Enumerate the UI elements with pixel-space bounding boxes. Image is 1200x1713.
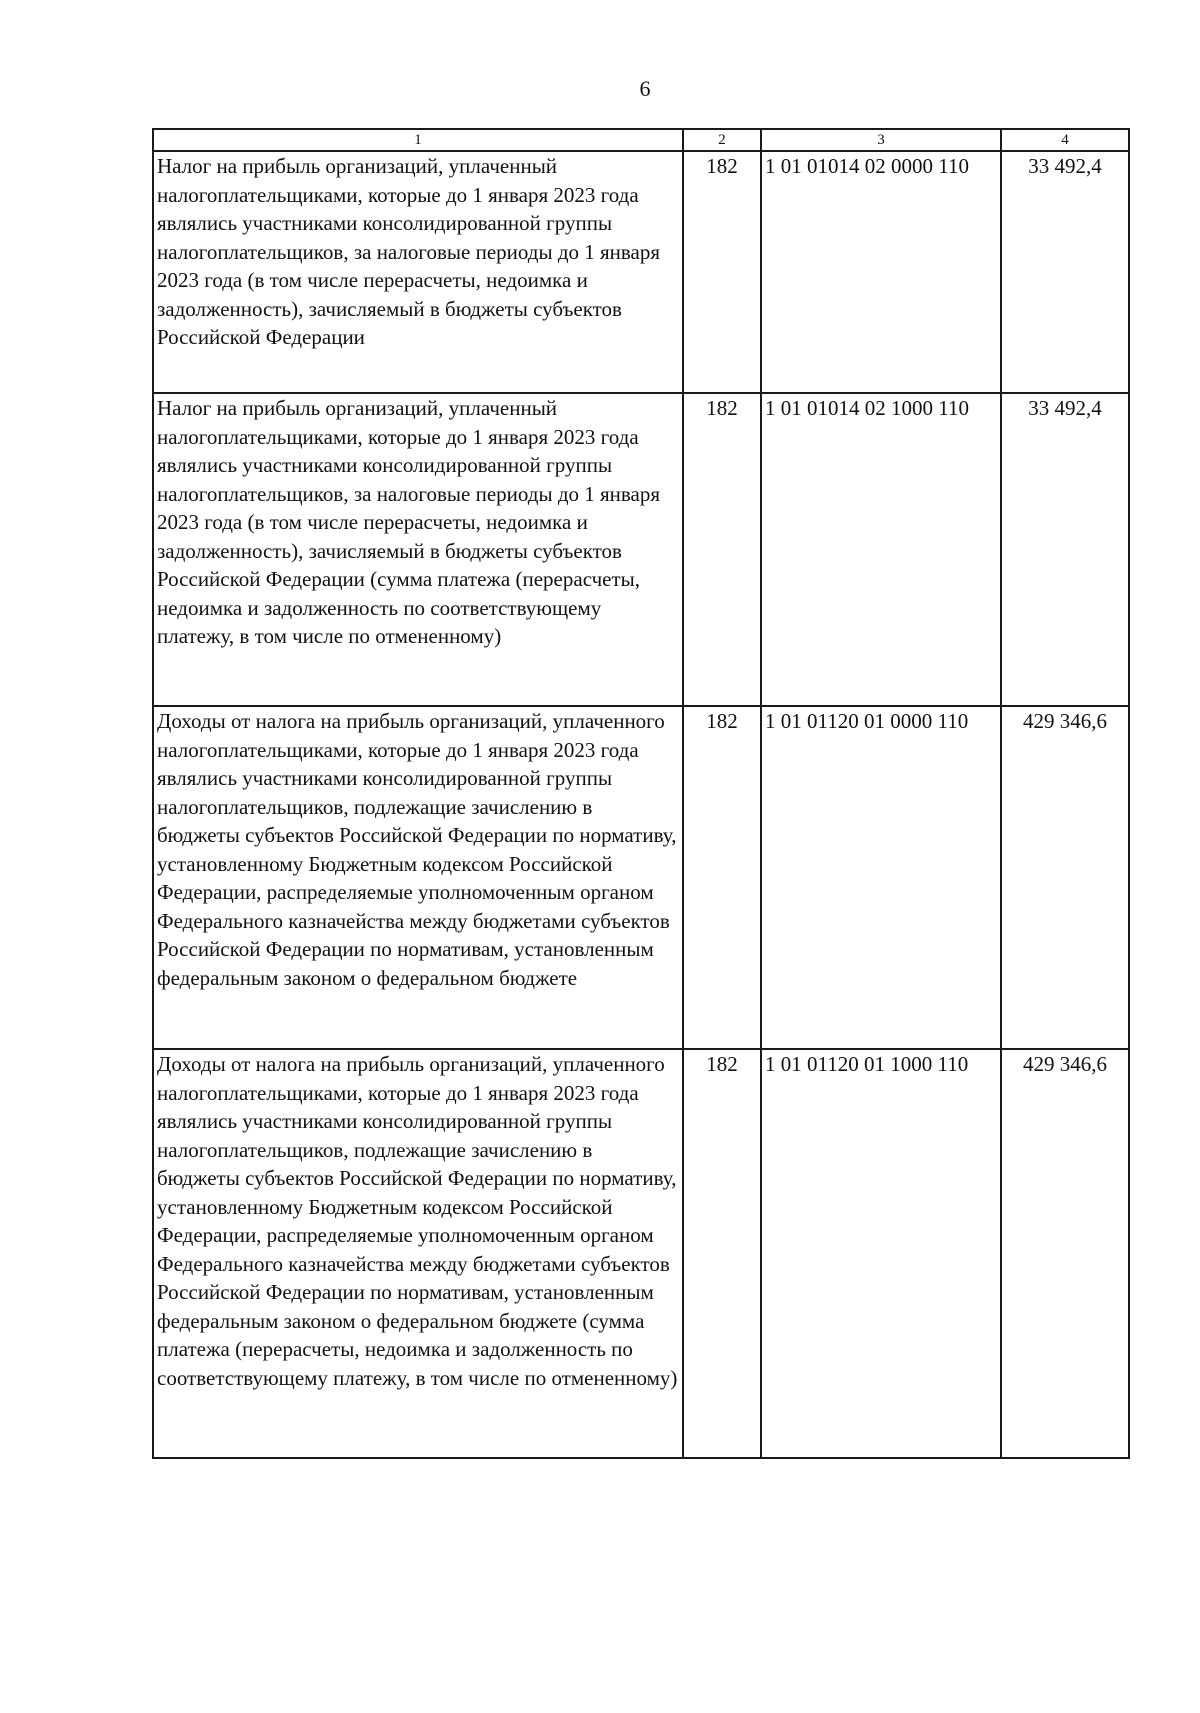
page-number: 6 xyxy=(639,76,651,101)
amount: 33 492,4 xyxy=(1001,151,1129,393)
header-row xyxy=(153,129,1129,151)
table-row xyxy=(153,706,1129,1049)
budget-classification-code: 1 01 01014 02 0000 110 xyxy=(761,151,1001,393)
amount: 33 492,4 xyxy=(1001,393,1129,706)
administrator-code: 182 xyxy=(683,1049,761,1458)
administrator-code: 182 xyxy=(683,151,761,393)
revenue-table xyxy=(152,128,1130,1459)
administrator-code: 182 xyxy=(683,706,761,1049)
administrator-code: 182 xyxy=(683,393,761,706)
revenue-name: Налог на прибыль организаций, уплаченный налогоплательщиками, которые до 1 января 2023 года являлись участниками консолидированной группы налогоплательщиков, за налоговые периоды до 1 января 2023 года (в том числе перерасчеты, недоимка и задолженность), зачисляемый в бюджеты субъектов Российской Федерации xyxy=(153,151,683,393)
table-row xyxy=(153,393,1129,706)
table-row xyxy=(153,151,1129,393)
revenue-name: Налог на прибыль организаций, уплаченный налогоплательщиками, которые до 1 января 2023 года являлись участниками консолидированной группы налогоплательщиков, за налоговые периоды до 1 января 2023 года (в том числе перерасчеты, недоимка и задолженность), зачисляемый в бюджеты субъектов Российской Федерации (сумма платежа (перерасчеты, недоимка и задолженность по соответствующему платежу, в том числе по отмененному) xyxy=(153,393,683,706)
budget-classification-code: 1 01 01014 02 1000 110 xyxy=(761,393,1001,706)
column-header-1: 1 xyxy=(153,129,683,151)
amount: 429 346,6 xyxy=(1001,1049,1129,1458)
column-header-4: 4 xyxy=(1001,129,1129,151)
budget-classification-code: 1 01 01120 01 1000 110 xyxy=(761,1049,1001,1458)
column-header-2: 2 xyxy=(683,129,761,151)
revenue-name: Доходы от налога на прибыль организаций, уплаченного налогоплательщиками, которые до 1 января 2023 года являлись участниками консолидированной группы налогоплательщиков, подлежащие зачислению в бюджеты субъектов Российской Федерации по нормативу, установленному Бюджетным кодексом Российской Федерации, распределяемые уполномоченным органом Федерального казначейства между бюджетами субъектов Российской Федерации по нормативам, установленным федеральным законом о федеральном бюджете (сумма платежа (перерасчеты, недоимка и задолженность по соответствующему платежу, в том числе по отмененному) xyxy=(153,1049,683,1458)
amount: 429 346,6 xyxy=(1001,706,1129,1049)
budget-classification-code: 1 01 01120 01 0000 110 xyxy=(761,706,1001,1049)
table-row xyxy=(153,1049,1129,1458)
column-header-3: 3 xyxy=(761,129,1001,151)
revenue-name: Доходы от налога на прибыль организаций, уплаченного налогоплательщиками, которые до 1 января 2023 года являлись участниками консолидированной группы налогоплательщиков, подлежащие зачислению в бюджеты субъектов Российской Федерации по нормативу, установленному Бюджетным кодексом Российской Федерации, распределяемые уполномоченным органом Федерального казначейства между бюджетами субъектов Российской Федерации по нормативам, установленным федеральным законом о федеральном бюджете xyxy=(153,706,683,1049)
